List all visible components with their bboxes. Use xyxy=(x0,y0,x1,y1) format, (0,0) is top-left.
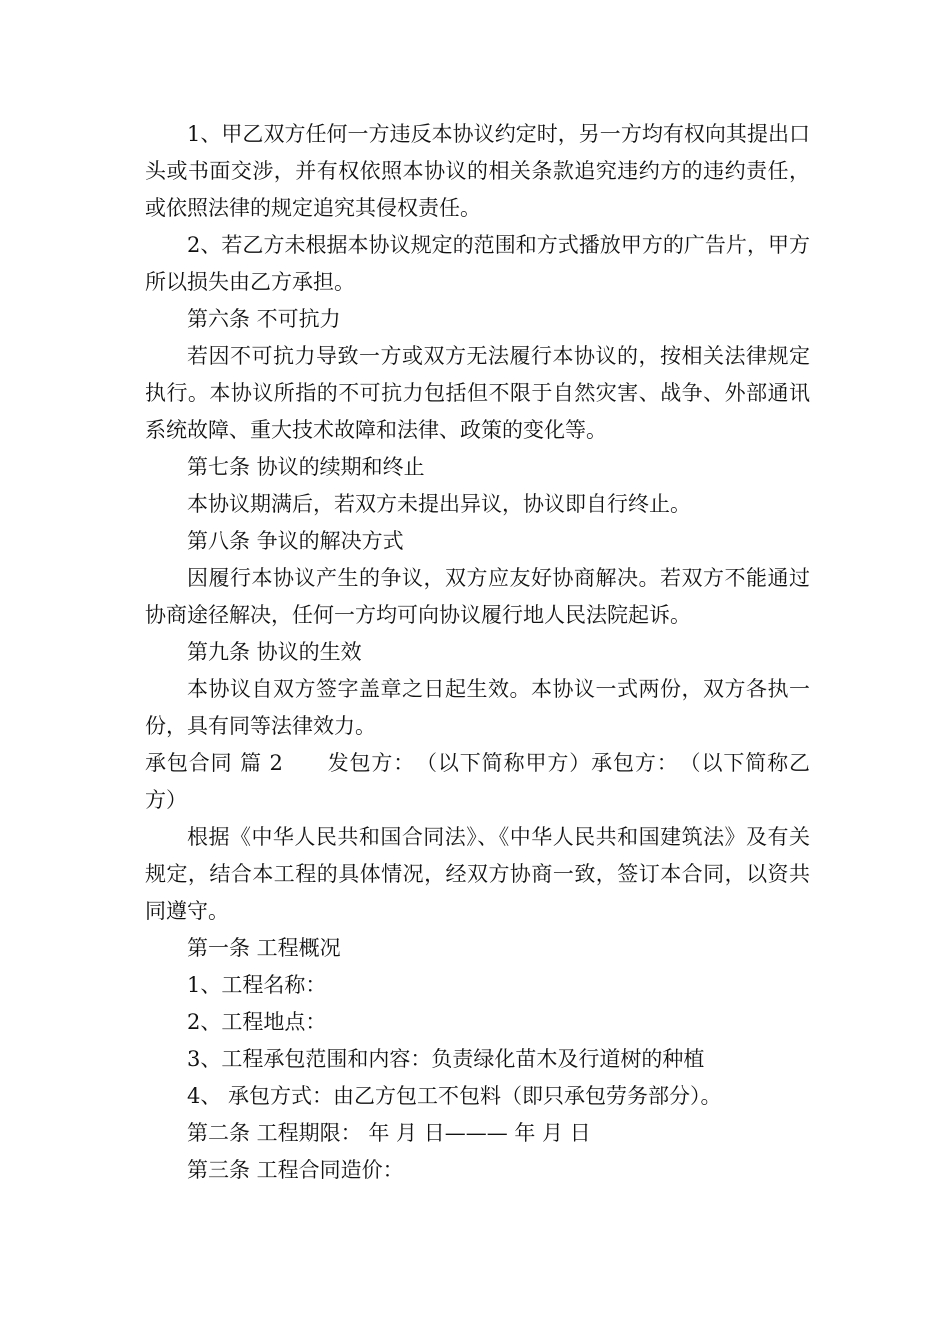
article-three-heading: 第三条 工程合同造价： xyxy=(187,1158,404,1182)
paragraph-force-majeure: 若因不可抗力导致一方或双方无法履行本协议的，按相关法律规定执行。本协议所指的不可抗力包括但不限于自然灾害、战争、外部通讯系统故障、重大技术故障和法律、政策的变化等。 xyxy=(145,344,810,442)
article-seven-heading: 第七条 协议的续期和终止 xyxy=(187,455,425,479)
contract-two-title: 承包合同 篇 2 发包方： （以下简称甲方）承包方： （以下简称乙方） xyxy=(145,751,810,812)
contract-method-item: 4、 承包方式：由乙方包工不包料（即只承包劳务部分）。 xyxy=(187,1084,722,1108)
article-eight-heading: 第八条 争议的解决方式 xyxy=(187,529,404,553)
paragraph-termination: 本协议期满后，若双方未提出异议，协议即自行终止。 xyxy=(187,492,691,516)
project-name-item: 1、工程名称： xyxy=(187,973,327,997)
document-body xyxy=(145,116,810,1189)
article-six-heading: 第六条 不可抗力 xyxy=(187,307,341,331)
project-scope-item: 3、工程承包范围和内容：负责绿化苗木及行道树的种植 xyxy=(187,1047,705,1071)
paragraph-legal-basis: 根据《中华人民共和国合同法》、《中华人民共和国建筑法》及有关规定，结合本工程的具体情况，经双方协商一致，签订本合同，以资共同遵守。 xyxy=(145,825,810,923)
paragraph-ad-broadcast-loss: 2、若乙方未根据本协议规定的范围和方式播放甲方的广告片，甲方所以损失由乙方承担。 xyxy=(145,233,810,294)
article-two-heading: 第二条 工程期限： 年 月 日——— 年 月 日 xyxy=(187,1121,591,1145)
article-nine-heading: 第九条 协议的生效 xyxy=(187,640,362,664)
paragraph-breach-liability: 1、甲乙双方任何一方违反本协议约定时，另一方均有权向其提出口头或书面交涉，并有权依照本协议的相关条款追究违约方的违约责任，或依照法律的规定追究其侵权责任。 xyxy=(145,122,810,220)
article-one-heading: 第一条 工程概况 xyxy=(187,936,341,960)
paragraph-effectiveness: 本协议自双方签字盖章之日起生效。本协议一式两份，双方各执一份，具有同等法律效力。 xyxy=(145,677,810,738)
project-location-item: 2、工程地点： xyxy=(187,1010,327,1034)
paragraph-dispute: 因履行本协议产生的争议，双方应友好协商解决。若双方不能通过协商途径解决，任何一方均可向协议履行地人民法院起诉。 xyxy=(145,566,810,627)
